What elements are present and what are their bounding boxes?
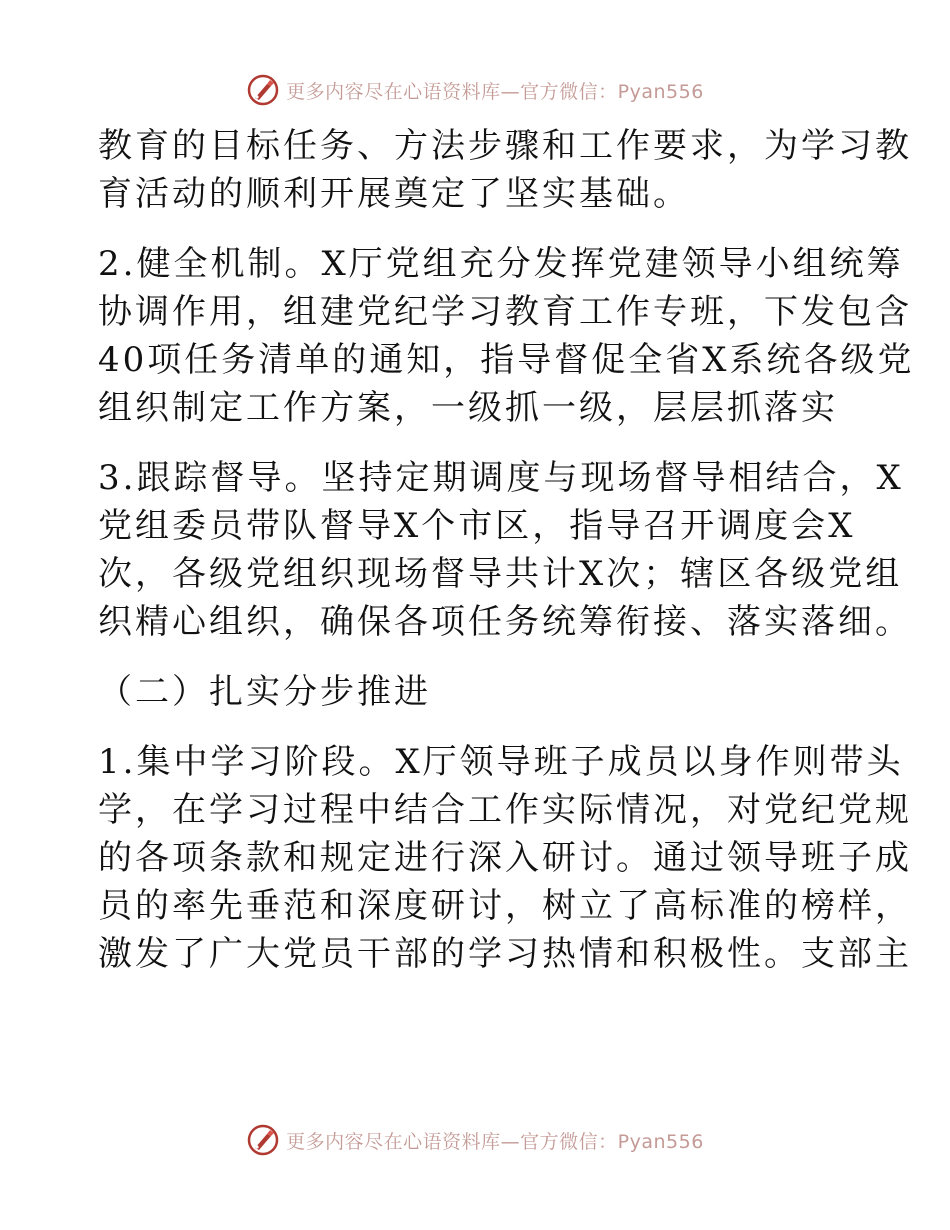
watermark-text: 更多内容尽在心语资料库—官方微信：Pyan556 (286, 1130, 704, 1153)
paragraph (98, 738, 912, 978)
text-line: 学，在学习过程中结合工作实际情况，对党纪党规 (98, 790, 912, 830)
text-line: 党组委员带队督导X个市区，指导召开调度会X (98, 506, 856, 546)
paragraph (98, 122, 912, 218)
footer-watermark (0, 1120, 950, 1160)
heading-line: （二）扎实分步推进 (98, 672, 431, 712)
pen-nib-logo-icon (246, 73, 280, 107)
text-line: 次，各级党组织现场督导共计X次；辖区各级党组 (98, 554, 903, 594)
text-line: 3.跟踪督导。坚持定期调度与现场督导相结合，X (98, 458, 904, 498)
text-line: 员的率先垂范和深度研讨，树立了高标准的榜样， (98, 886, 912, 926)
text-line: 2.健全机制。X厅党组充分发挥党建领导小组统筹 (98, 244, 904, 284)
text-line: 1.集中学习阶段。X厅领导班子成员以身作则带头 (98, 742, 904, 782)
pen-nib-logo-icon (246, 1123, 280, 1157)
watermark-text: 更多内容尽在心语资料库—官方微信：Pyan556 (286, 80, 704, 103)
paragraph (98, 240, 915, 432)
paragraph (98, 454, 912, 646)
section-heading (98, 668, 858, 716)
text-line: 育活动的顺利开展奠定了坚实基础。 (98, 174, 690, 214)
text-line: 织精心组织，确保各项任务统筹衔接、落实落细。 (98, 602, 912, 642)
text-line: 40项任务清单的通知，指导督促全省X系统各级党 (98, 340, 915, 380)
text-line: 的各项条款和规定进行深入研讨。通过领导班子成 (98, 838, 912, 878)
text-line: 协调作用，组建党纪学习教育工作专班，下发包含 (98, 292, 912, 332)
document-body (98, 122, 915, 978)
text-line: 激发了广大党员干部的学习热情和积极性。支部主 (98, 934, 912, 974)
text-line: 组织制定工作方案，一级抓一级，层层抓落实 (98, 388, 838, 428)
header-watermark (0, 70, 950, 110)
text-line: 教育的目标任务、方法步骤和工作要求，为学习教 (98, 126, 912, 166)
